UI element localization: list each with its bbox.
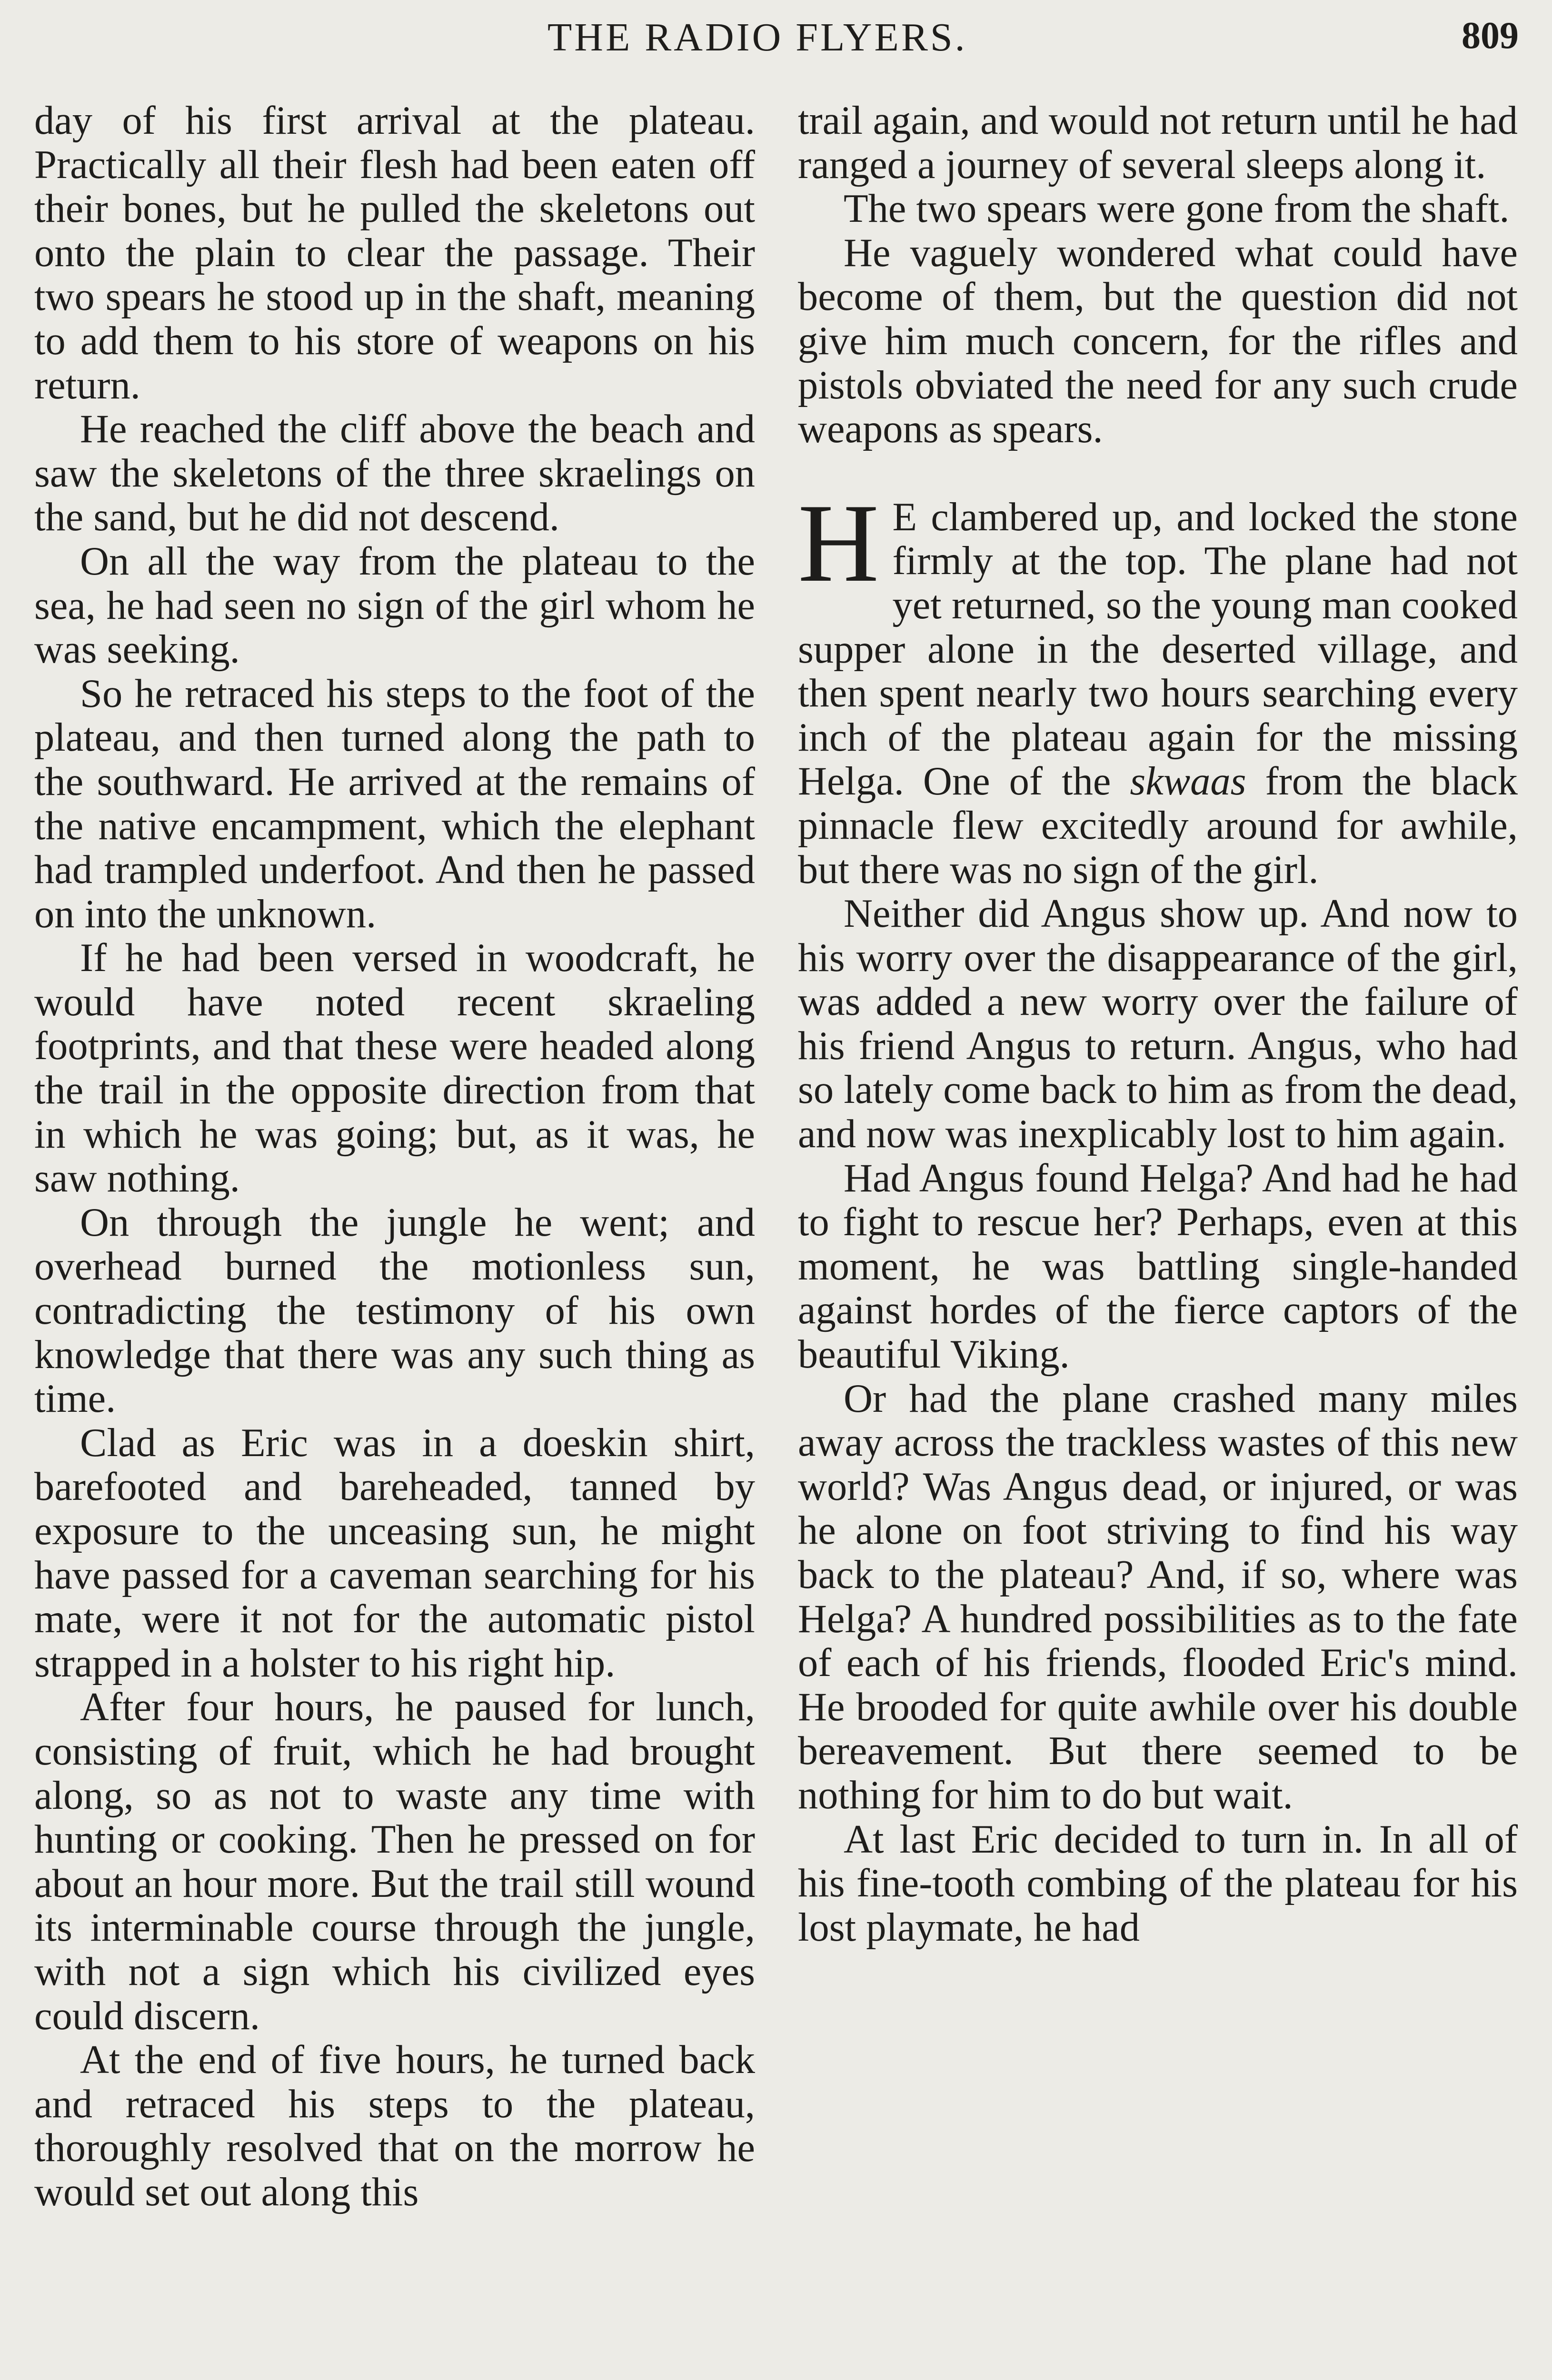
paragraph: At the end of five hours, he turned back and retraced his steps to the plateau, thoroughly resolved that on the morrow he would set out along this (34, 2038, 755, 2214)
paragraph: trail again, and would not return until he had ranged a journey of several sleeps along it. (798, 99, 1518, 187)
paragraph: At last Eric decided to turn in. In all of his fine-tooth combing of the plateau for his lost playmate, he had (798, 1817, 1518, 1950)
section-opening-paragraph (798, 481, 1518, 892)
paragraph: Or had the plane crashed many miles away across the trackless wastes of this new world? Was Angus dead, or injured, or was he alone on foot striving to find his way back to the plateau? And, if so, where was Helga? A hundred possibilities as to the fate of each of his friends, flooded Eric's mind. He brooded for quite awhile over his double bereavement. But there seemed to be nothing for him to do but wait. (798, 1376, 1518, 1817)
paragraph: He reached the cliff above the beach and saw the skeletons of the three skraelings on the sand, but he did not descend. (34, 407, 755, 540)
paragraph: If he had been versed in woodcraft, he would have noted recent skraeling footprints, and that these were headed along the trail in the opposite direction from that in which he was going; but, as it was, he saw nothing. (34, 936, 755, 1201)
drop-cap: H (798, 481, 879, 605)
paragraph: Neither did Angus show up. And now to his worry over the disappearance of the girl, was added a new worry over the failure of his friend Angus to return. Angus, who had so lately come back to him as from the dead, and now was inexplicably lost to him again. (798, 892, 1518, 1157)
running-title: THE RADIO FLYERS. (547, 15, 967, 60)
right-column (798, 99, 1518, 1950)
paragraph: So he retraced his steps to the foot of the plateau, and then turned along the path to the southward. He arrived at the remains of the native encampment, which the elephant had trampled underfoot. And then he passed on into the unknown. (34, 671, 755, 936)
paragraph: On through the jungle he went; and overhead burned the motionless sun, contradicting the testimony of his own knowledge that there was any such thing as time. (34, 1200, 755, 1421)
paragraph: day of his first arrival at the plateau. Practically all their flesh had been eaten off their bones, but he pulled the skeletons out onto the plain to clear the passage. Their two spears he stood up in the shaft, meaning to add them to his store of weapons on his return. (34, 99, 755, 407)
page-number: 809 (1462, 15, 1519, 57)
paragraph: After four hours, he paused for lunch, consisting of fruit, which he had brought along, so as not to waste any time with hunting or cooking. Then he pressed on for about an hour more. But the trail still wound its interminable course through the jungle, with not a sign which his civilized eyes could discern. (34, 1685, 755, 2038)
paragraph: On all the way from the plateau to the sea, he had seen no sign of the girl whom he was seeking. (34, 539, 755, 672)
left-column (34, 99, 755, 2215)
paragraph: He vaguely wondered what could have become of them, but the question did not give him much concern, for the rifles and pistols obviated the need for any such crude weapons as spears. (798, 230, 1518, 452)
paragraph-text: from the black pinnacle flew excitedly around for awhile, but there was no sign of the girl. (798, 759, 1518, 892)
paragraph: Clad as Eric was in a doeskin shirt, barefooted and bareheaded, tanned by exposure to the unceasing sun, he might have passed for a caveman searching for his mate, were it not for the automatic pistol strapped in a holster to his right hip. (34, 1420, 755, 1686)
paragraph: The two spears were gone from the shaft. (844, 187, 1510, 231)
paragraph-text: E clambered up, and locked the stone firmly at the top. The plane had not yet returned, so the young man cooked supper alone in the deserted village, and then spent nearly two hours searching every inch of the plateau again for the missing Helga. One of the (798, 495, 1518, 804)
italic-word: skwaas (1130, 759, 1246, 804)
paragraph: Had Angus found Helga? And had he had to fight to rescue her? Perhaps, even at this moment, he was battling single-handed against hordes of the fierce captors of the beautiful Viking. (798, 1156, 1518, 1377)
running-header (0, 10, 1552, 68)
